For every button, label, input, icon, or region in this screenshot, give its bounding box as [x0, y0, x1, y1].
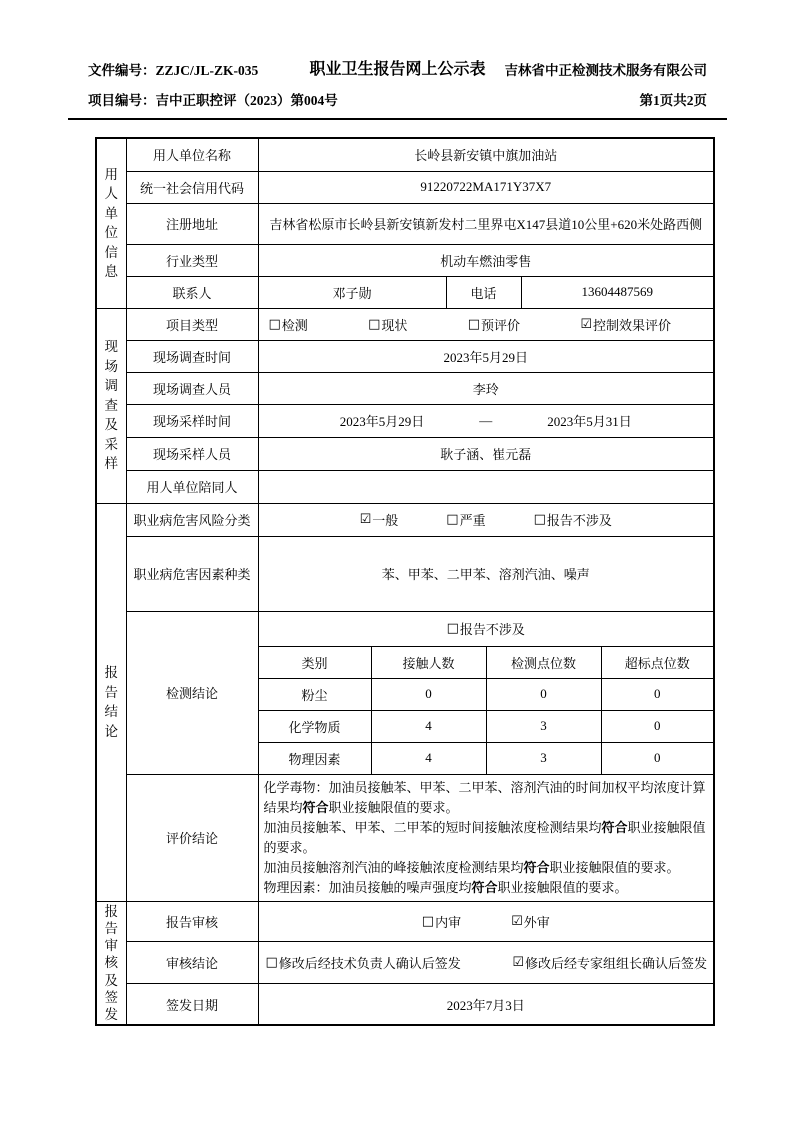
- checkbox-option-unchecked[interactable]: [368, 315, 407, 334]
- sampling-date-start: 2023年5月29日: [339, 414, 425, 429]
- checkbox-label: 外审: [523, 915, 550, 931]
- detection-na-cell: [258, 611, 714, 646]
- document-number: 文件编号：ZZJC/JL-ZK-035: [88, 63, 259, 78]
- detection-header-exceed: 超标点位数: [601, 646, 714, 678]
- evaluation-line: 物理因素：加油员接触的噪声强度均符合职业接触限值的要求。: [263, 880, 628, 896]
- label-employer-name: 用人单位名称: [126, 138, 258, 171]
- checkbox-label: 控制效果评价: [592, 317, 671, 333]
- checked-checkbox-icon[interactable]: ☑: [580, 316, 592, 332]
- label-phone: 电话: [446, 276, 521, 308]
- detection-cell: 0: [601, 742, 714, 774]
- detection-cell: 4: [371, 710, 486, 742]
- section-conclusion: [96, 503, 126, 902]
- unchecked-checkbox-icon[interactable]: □: [265, 955, 278, 971]
- label-industry: 行业类型: [126, 244, 258, 276]
- detection-na-option: [261, 619, 712, 638]
- evaluation-line: 加油员接触溶剂汽油的峰接触浓度检测结果均符合职业接触限值的要求。: [263, 860, 680, 876]
- checked-checkbox-icon[interactable]: ☑: [511, 914, 523, 930]
- label-survey-date: 现场调查时间: [126, 340, 258, 372]
- checkbox-option-unchecked[interactable]: [468, 315, 520, 334]
- value-hazard-factors: 苯、甲苯、二甲苯、溶剂汽油、噪声: [258, 536, 714, 611]
- checkbox-label: 一般: [372, 513, 399, 528]
- checkbox-option-unchecked[interactable]: [422, 912, 461, 931]
- checkbox-option-checked[interactable]: [511, 912, 550, 931]
- checkbox-option-unchecked[interactable]: [447, 619, 525, 638]
- label-issue-date: 签发日期: [126, 984, 258, 1025]
- evaluation-line: 加油员接触苯、甲苯、二甲苯的短时间接触浓度检测结果均符合职业接触限值的要求。: [263, 819, 706, 855]
- detection-header-category: 类别: [258, 646, 371, 678]
- detection-cell: 粉尘: [258, 678, 371, 710]
- value-audit-conclusion: [258, 942, 714, 984]
- section-label-conclusion: 报告结论: [104, 665, 118, 739]
- audit-conclusion-options: [261, 953, 712, 972]
- page-title: 职业卫生报告网上公示表: [309, 61, 486, 78]
- label-detection-conclusion: 检测结论: [126, 611, 258, 774]
- date-range-dash: —: [479, 412, 493, 428]
- page-header: [68, 56, 727, 120]
- label-project-type: 项目类型: [126, 308, 258, 340]
- detection-cell: 3: [486, 710, 601, 742]
- unchecked-checkbox-icon[interactable]: □: [467, 316, 481, 332]
- evaluation-conclusion-text: [261, 775, 712, 902]
- checkbox-label: 预评价: [481, 317, 521, 333]
- checkbox-option-checked[interactable]: [512, 953, 707, 972]
- checkbox-option-checked[interactable]: [580, 315, 671, 334]
- unchecked-checkbox-icon[interactable]: □: [446, 621, 459, 636]
- section-survey: [96, 308, 126, 503]
- detection-header-points: 检测点位数: [486, 646, 601, 678]
- value-sampling-date: [258, 404, 714, 437]
- detection-cell: 0: [601, 678, 714, 710]
- sampling-date-end: 2023年5月31日: [547, 414, 632, 429]
- label-credit-code: 统一社会信用代码: [126, 171, 258, 203]
- value-contact: 邓子勋: [258, 276, 446, 308]
- checkbox-label: 严重: [459, 513, 486, 528]
- checkbox-option-unchecked[interactable]: [266, 953, 461, 972]
- value-project-type: [258, 308, 714, 340]
- unchecked-checkbox-icon[interactable]: □: [446, 512, 459, 527]
- checkbox-label: 检测: [281, 317, 308, 333]
- label-risk-class: 职业病危害风险分类: [126, 503, 258, 536]
- label-address: 注册地址: [126, 203, 258, 244]
- detection-cell: 3: [486, 742, 601, 774]
- value-industry: 机动车燃油零售: [258, 244, 714, 276]
- detection-cell: 0: [601, 710, 714, 742]
- checkbox-label: 修改后经技术负责人确认后签发: [278, 956, 461, 972]
- label-contact: 联系人: [126, 276, 258, 308]
- unchecked-checkbox-icon[interactable]: □: [268, 316, 281, 332]
- checkbox-label: 修改后经专家组组长确认后签发: [525, 956, 708, 972]
- checkbox-label: 现状: [381, 317, 408, 333]
- checkbox-label: 报告不涉及: [546, 513, 612, 528]
- header-line-2: [68, 89, 727, 109]
- header-line-1: [68, 56, 727, 78]
- detection-cell: 物理因素: [258, 742, 371, 774]
- value-sampling-staff: 耿子涵、崔元磊: [258, 437, 714, 470]
- form-table: [95, 137, 715, 1026]
- value-credit-code: 91220722MA171Y37X7: [258, 171, 714, 203]
- label-companion: 用人单位陪同人: [126, 470, 258, 503]
- section-label-survey: 现场调查及采样: [104, 339, 118, 472]
- detection-cell: 0: [371, 678, 486, 710]
- audit-options: [261, 912, 712, 931]
- checked-checkbox-icon[interactable]: ☑: [359, 512, 372, 527]
- value-address: 吉林省松原市长岭县新安镇新发村二里界屯X147县道10公里+620米处路西侧: [258, 203, 714, 244]
- section-label-employer: 用人单位信息: [104, 166, 118, 280]
- label-audit-conclusion: 审核结论: [126, 942, 258, 984]
- checkbox-label: 内审: [435, 915, 462, 931]
- checkbox-option-checked[interactable]: [360, 510, 399, 529]
- value-phone: 13604487569: [521, 276, 714, 308]
- checkbox-option-unchecked[interactable]: [446, 510, 485, 529]
- checkbox-option-unchecked[interactable]: [534, 510, 612, 529]
- value-risk-class: [258, 503, 714, 536]
- label-evaluation-conclusion: 评价结论: [126, 774, 258, 902]
- detection-header-exposed: 接触人数: [371, 646, 486, 678]
- section-employer: [96, 138, 126, 308]
- label-hazard-factors: 职业病危害因素种类: [126, 536, 258, 611]
- risk-class-options: [261, 510, 712, 529]
- header-divider: [68, 118, 727, 120]
- section-label-review: 报告审核及签发: [104, 903, 118, 1023]
- unchecked-checkbox-icon[interactable]: □: [368, 316, 381, 332]
- evaluation-conclusion-cell: [258, 774, 714, 902]
- value-audit: [258, 902, 714, 942]
- sampling-date-range: [261, 411, 712, 430]
- unchecked-checkbox-icon[interactable]: □: [533, 512, 546, 527]
- checkbox-label: 报告不涉及: [459, 622, 525, 637]
- detection-cell: 4: [371, 742, 486, 774]
- detection-cell: 化学物质: [258, 710, 371, 742]
- label-sampling-date: 现场采样时间: [126, 404, 258, 437]
- value-issue-date: 2023年7月3日: [258, 984, 714, 1025]
- value-companion: [258, 470, 714, 503]
- section-review: [96, 902, 126, 1025]
- label-survey-staff: 现场调查人员: [126, 372, 258, 404]
- detection-cell: 0: [486, 678, 601, 710]
- value-survey-staff: 李玲: [258, 372, 714, 404]
- checked-checkbox-icon[interactable]: ☑: [512, 955, 524, 971]
- checkbox-option-unchecked[interactable]: [269, 315, 308, 334]
- value-survey-date: 2023年5月29日: [258, 340, 714, 372]
- company-name: 吉林省中正检测技术服务有限公司: [504, 63, 707, 78]
- page-number: 第1页共2页: [639, 93, 707, 108]
- evaluation-line: 化学毒物：加油员接触苯、甲苯、二甲苯、溶剂汽油的时间加权平均浓度计算结果均符合职业接触限值的要求。: [263, 779, 706, 815]
- project-number: 项目编号：吉中正职控评（2023）第004号: [88, 93, 338, 108]
- label-audit: 报告审核: [126, 902, 258, 942]
- label-sampling-staff: 现场采样人员: [126, 437, 258, 470]
- unchecked-checkbox-icon[interactable]: □: [421, 914, 435, 930]
- project-type-options: [261, 315, 712, 334]
- value-employer-name: 长岭县新安镇中旗加油站: [258, 138, 714, 171]
